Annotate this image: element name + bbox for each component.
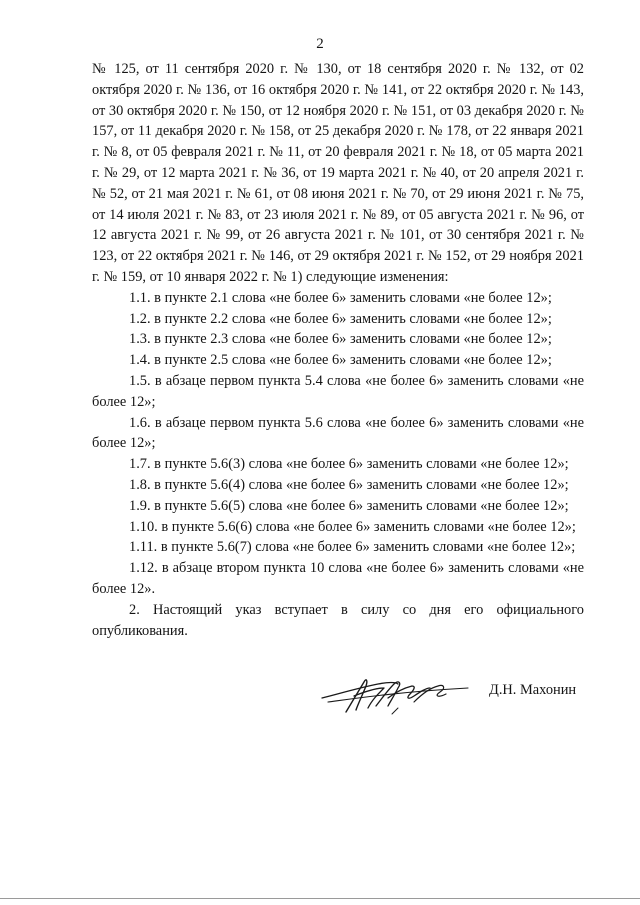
signature-strokes bbox=[322, 680, 468, 714]
amendment-intro-paragraph: № 125, от 11 сентября 2020 г. № 130, от 18 сентября 2020 г. № 132, от 02 октября 2020 г. № 136, от 16 октября 2020 г. № 141, от 22 октября 2020 г. № 143, от 30 октября 2020 г. № 150, от 12 ноября 2020 г. № 151, от 03 декабря 2020 г. № 157, от 11 декабря 2020 г. № 158, от 25 декабря 2020 г. № 178, от 22 января 2021 г. № 8, от 05 февраля 2021 г. № 11, от 20 февраля 2021 г. № 18, от 05 марта 2021 г. № 29, от 12 марта 2021 г. № 36, от 19 марта 2021 г. № 40, от 20 апреля 2021 г. № 52, от 21 мая 2021 г. № 61, от 08 июня 2021 г. № 70, от 29 июня 2021 г. № 75, от 14 июля 2021 г. № 83, от 23 июля 2021 г. № 89, от 05 августа 2021 г. № 96, от 12 августа 2021 г. № 99, от 26 августа 2021 г. № 101, от 30 сентября 2021 г. № 123, от 22 октября 2021 г. № 146, от 29 октября 2021 г. № 152, от 29 ноября 2021 г. № 159, от 10 января 2022 г. № 1) следующие изменения: bbox=[92, 61, 584, 285]
signer-name: Д.Н. Махонин bbox=[489, 682, 577, 698]
amendment-item-1-1: 1.1. в пункте 2.1 слова «не более 6» заменить словами «не более 12»; bbox=[129, 289, 552, 306]
document-body bbox=[92, 59, 584, 641]
page-bottom-edge-line bbox=[0, 898, 640, 899]
amendment-item-1-12: 1.12. в абзаце втором пункта 10 слова «не более 6» заменить словами «не более 12». bbox=[92, 560, 584, 597]
amendment-item-1-2: 1.2. в пункте 2.2 слова «не более 6» заменить словами «не более 12»; bbox=[129, 310, 552, 327]
amendment-item-1-5: 1.5. в абзаце первом пункта 5.4 слова «не более 6» заменить словами «не более 12»; bbox=[92, 372, 584, 410]
amendment-item-1-4: 1.4. в пункте 2.5 слова «не более 6» заменить словами «не более 12»; bbox=[129, 352, 552, 369]
amendment-item-1-7: 1.7. в пункте 5.6(3) слова «не более 6» заменить словами «не более 12»; bbox=[129, 456, 569, 473]
clause-2-effective-date: 2. Настоящий указ вступает в силу со дня его официального опубликования. bbox=[92, 601, 584, 639]
amendment-item-1-9: 1.9. в пункте 5.6(5) слова «не более 6» заменить словами «не более 12»; bbox=[129, 497, 569, 514]
amendment-item-1-11: 1.11. в пункте 5.6(7) слова «не более 6» заменить словами «не более 12»; bbox=[129, 539, 576, 556]
page-number: 2 bbox=[316, 36, 324, 52]
amendment-item-1-8: 1.8. в пункте 5.6(4) слова «не более 6» заменить словами «не более 12»; bbox=[129, 476, 569, 493]
amendment-item-1-3: 1.3. в пункте 2.3 слова «не более 6» заменить словами «не более 12»; bbox=[129, 331, 552, 348]
signature-block bbox=[0, 664, 640, 724]
handwritten-signature bbox=[318, 668, 473, 722]
amendment-item-1-6: 1.6. в абзаце первом пункта 5.6 слова «не более 6» заменить словами «не более 12»; bbox=[92, 414, 584, 452]
amendment-item-1-10: 1.10. в пункте 5.6(6) слова «не более 6» заменить словами «не более 12»; bbox=[129, 518, 576, 535]
